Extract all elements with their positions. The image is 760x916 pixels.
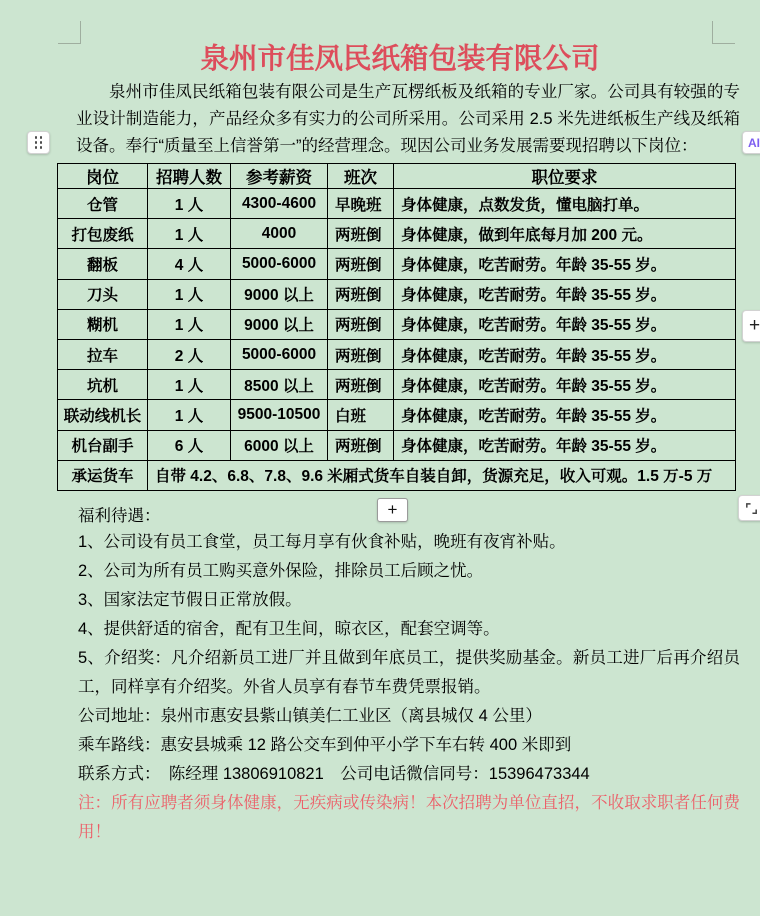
table-cell-position: 联动线机长 [58,400,148,430]
details-section [78,528,740,847]
health-note: 注：所有应聘者须身体健康，无疾病或传染病！本次招聘为单位直招，不收取求职者任何费用！ [78,794,740,841]
table-row-truck [58,460,736,490]
table-cell-headcount: 2 人 [148,339,231,369]
table-cell-headcount: 1 人 [148,400,231,430]
welfare-item: 3、国家法定节假日正常放假。 [78,591,302,609]
bus-route-line: 乘车路线：惠安县城乘 12 路公交车到仲平小学下车右转 400 米即到 [78,736,572,754]
table-cell-position: 机台副手 [58,430,148,460]
table-cell-position: 承运货车 [58,460,148,490]
table-cell-shift: 两班倒 [328,430,394,460]
table-cell-salary: 8500 以上 [231,370,328,400]
ai-assistant-button[interactable] [742,131,760,154]
table-cell-requirements: 身体健康，吃苦耐劳。年龄 35-55 岁。 [394,279,736,309]
welfare-item: 2、公司为所有员工购买意外保险，排除员工后顾之忧。 [78,562,484,580]
table-cell-truck-detail: 自带 4.2、6.8、7.8、9.6 米厢式货车自装自卸，货源充足，收入可观。1.5 万-5 万 [148,460,736,490]
table-cell-shift: 两班倒 [328,339,394,369]
table-row [58,430,736,460]
column-header-position: 岗位 [58,164,148,189]
welfare-item: 4、提供舒适的宿舍，配有卫生间，晾衣区，配套空调等。 [78,620,500,638]
welfare-heading: 福利待遇： [78,507,161,525]
table-cell-salary: 6000 以上 [231,430,328,460]
table-cell-headcount: 1 人 [148,279,231,309]
table-cell-requirements: 身体健康，吃苦耐劳。年龄 35-55 岁。 [394,400,736,430]
column-header-requirements: 职位要求 [394,164,736,189]
drag-handle-icon [35,136,43,149]
intro-paragraph: 泉州市佳凤民纸箱包装有限公司是生产瓦楞纸板及纸箱的专业厂家。公司具有较强的专业设计制造能力，产品经众多有实力的公司所采用。公司采用 2.5 米先进纸板生产线及纸箱设备。奉行“质量至上信誉第一”的经营理念。现因公司业务发展需要现招聘以下岗位： [76,83,740,155]
table-cell-position: 坑机 [58,370,148,400]
table-cell-salary: 4300-4600 [231,189,328,219]
table-cell-requirements: 身体健康，吃苦耐劳。年龄 35-55 岁。 [394,430,736,460]
table-cell-salary: 5000-6000 [231,339,328,369]
plus-icon: + [749,315,760,336]
table-cell-shift: 两班倒 [328,219,394,249]
table-cell-shift: 两班倒 [328,309,394,339]
table-cell-position: 糊机 [58,309,148,339]
table-cell-shift: 白班 [328,400,394,430]
table-row [58,249,736,279]
contact-line: 联系方式： 陈经理 13806910821 公司电话微信同号：15396473344 [78,765,590,783]
drag-handle-button[interactable] [27,131,50,154]
page-title: 泉州市佳凤民纸箱包装有限公司 [200,44,600,75]
table-cell-headcount: 1 人 [148,189,231,219]
table-header-row [58,164,736,189]
insert-column-button[interactable] [742,310,760,342]
column-header-shift: 班次 [328,164,394,189]
table-cell-headcount: 1 人 [148,309,231,339]
table-cell-shift: 两班倒 [328,370,394,400]
table-cell-position: 刀头 [58,279,148,309]
column-header-headcount: 招聘人数 [148,164,231,189]
table-cell-position: 打包废纸 [58,219,148,249]
table-cell-headcount: 6 人 [148,430,231,460]
table-row [58,370,736,400]
table-row [58,219,736,249]
table-row [58,339,736,369]
table-cell-position: 翻板 [58,249,148,279]
table-cell-shift: 早晚班 [328,189,394,219]
selection-expand-button[interactable] [738,495,760,521]
table-cell-position: 仓管 [58,189,148,219]
welfare-item: 5、介绍奖：凡介绍新员工进厂并且做到年底员工，提供奖励基金。新员工进厂后再介绍员工，同样享有介绍奖。外省人员享有春节车费凭票报销。 [78,649,740,696]
table-cell-salary: 5000-6000 [231,249,328,279]
company-address-line: 公司地址：泉州市惠安县紫山镇美仁工业区（离县城仅 4 公里） [78,707,542,725]
table-cell-shift: 两班倒 [328,249,394,279]
table-row [58,400,736,430]
table-row [58,309,736,339]
table-cell-salary: 9000 以上 [231,309,328,339]
welfare-item: 1、公司设有员工食堂，员工每月享有伙食补贴，晚班有夜宵补贴。 [78,533,566,551]
table-cell-headcount: 1 人 [148,370,231,400]
column-header-salary: 参考薪资 [231,164,328,189]
insert-row-button[interactable] [377,498,408,522]
table-cell-shift: 两班倒 [328,279,394,309]
table-cell-salary: 9500-10500 [231,400,328,430]
expand-corners-icon [744,501,759,516]
table-cell-requirements: 身体健康，点数发货，懂电脑打单。 [394,189,736,219]
table-cell-salary: 9000 以上 [231,279,328,309]
table-cell-headcount: 4 人 [148,249,231,279]
table-cell-salary: 4000 [231,219,328,249]
table-cell-requirements: 身体健康，吃苦耐劳。年龄 35-55 岁。 [394,249,736,279]
table-cell-headcount: 1 人 [148,219,231,249]
table-cell-requirements: 身体健康，做到年底每月加 200 元。 [394,219,736,249]
plus-icon: + [387,500,398,519]
table-cell-position: 拉车 [58,339,148,369]
table-row [58,189,736,219]
ai-label: AI [748,135,760,150]
table-row [58,279,736,309]
table-cell-requirements: 身体健康，吃苦耐劳。年龄 35-55 岁。 [394,339,736,369]
table-cell-requirements: 身体健康，吃苦耐劳。年龄 35-55 岁。 [394,309,736,339]
job-positions-table [57,163,736,491]
table-cell-requirements: 身体健康，吃苦耐劳。年龄 35-55 岁。 [394,370,736,400]
